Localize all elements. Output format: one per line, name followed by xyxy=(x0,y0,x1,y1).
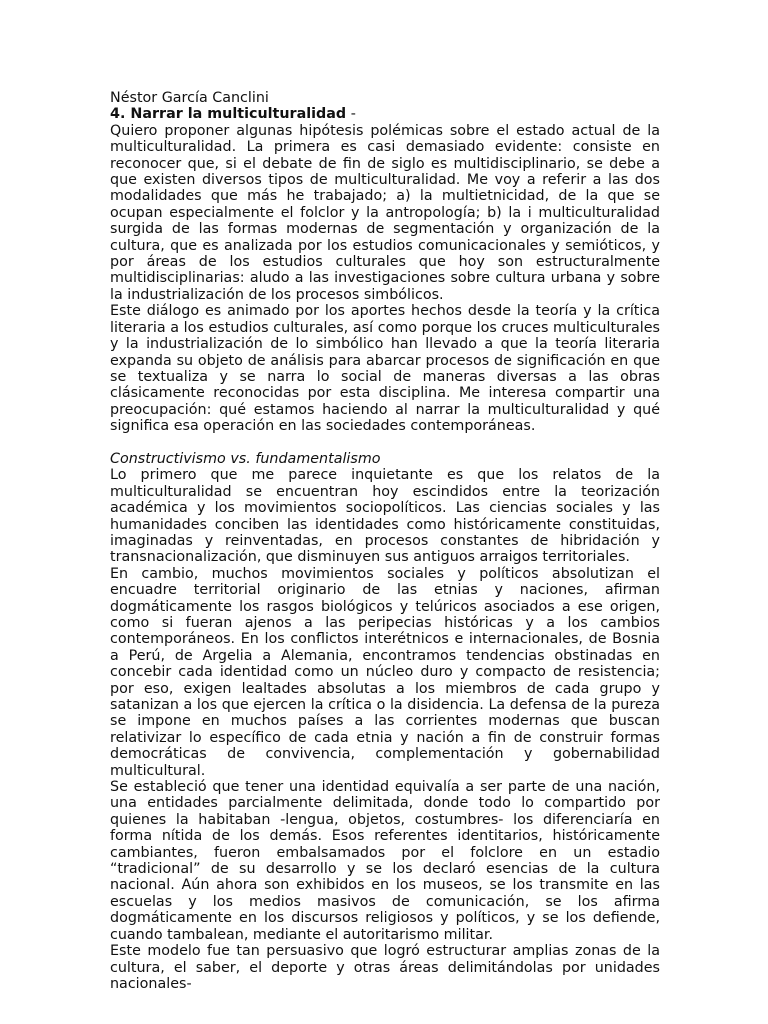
section-heading: Constructivismo vs. fundamentalismo xyxy=(110,450,381,467)
document-page xyxy=(110,90,660,992)
paragraph: Este modelo fue tan persuasivo que logró estructurar amplias zonas de la cultura, el saber, el deporte y otras áreas delimitándolas por unidades nacionales- xyxy=(110,943,660,992)
paragraph: Se estableció que tener una identidad equivalía a ser parte de una nación, una entidades parcialmente delimitada, donde todo lo compartido por quienes la habitaban -lengua, objetos, costumbres- los diferenciaría en forma nítida de los demás. Esos referentes identitarios, históricamente cambiantes, fueron embalsamados por el folclore en un estadio “tradicional” de su desarrollo y se los declaró esencias de la cultura nacional. Aún ahora son exhibidos en los museos, se los transmite en las escuelas y los medios masivos de comunicación, se los afirma dogmáticamente en los discursos religiosos y políticos, y se los defiende, cuando tambalean, mediante el autoritarismo militar. xyxy=(110,779,660,943)
paragraph: En cambio, muchos movimientos sociales y políticos absolutizan el encuadre territorial originario de las etnias y naciones, afirman dogmáticamente los rasgos biológicos y telúricos asociados a ese origen, como si fueran ajenos a las peripecias históricas y a los cambios contemporáneos. En los conflictos interétnicos e internacionales, de Bosnia a Perú, de Argelia a Alemania, encontramos tendencias obstinadas en concebir cada identidad como un núcleo duro y compacto de resistencia; por eso, exigen lealtades absolutas a los miembros de cada grupo y satanizan a los que ejercen la crítica o la disidencia. La defensa de la pureza se impone en muchos países a las corrientes modernas que buscan relativizar lo específico de cada etnia y nación a fin de construir formas democráticas de convivencia, complementación y gobernabilidad multicultural. xyxy=(110,565,660,779)
chapter-title-dash: - xyxy=(346,106,356,123)
paragraph: Este diálogo es animado por los aportes hechos desde la teoría y la crítica literaria a los estudios culturales, así como porque los cruces multiculturales y la industrialización de lo simbólico han llevado a que la teoría literaria expanda su objeto de análisis para abarcar procesos de significación en que se textualiza y se narra lo social de maneras diversas a las obras clásicamente reconocidas por esta disciplina. Me interesa compartir una preocupación: qué estamos haciendo al narrar la multiculturalidad y qué significa esa operación en las sociedades contemporáneas. xyxy=(110,303,660,435)
author-name: Néstor García Canclini xyxy=(110,90,269,106)
paragraph: Lo primero que me parece inquietante es que los relatos de la multiculturalidad se encuentran hoy escindidos entre la teorización académica y los movimientos sociopolíticos. Las ciencias sociales y las humanidades conciben las identidades como históricamente constituidas, imaginadas y reinventadas, en procesos constantes de hibridación y transnacionalización, que disminuyen sus antiguos arraigos territoriales. xyxy=(110,467,660,566)
chapter-title xyxy=(110,106,660,122)
chapter-title-text: 4. Narrar la multiculturalidad xyxy=(110,106,347,123)
blank-line xyxy=(110,435,660,451)
paragraph: Quiero proponer algunas hipótesis polémicas sobre el estado actual de la multiculturalidad. La primera es casi demasiado evidente: consiste en reconocer que, si el debate de fin de siglo es multidisciplinario, se debe a que existen diversos tipos de multiculturalidad. Me voy a referir a las dos modalidades que más he trabajado; a) la multietnicidad, de la que se ocupan especialmente el folclor y la antropología; b) la i multiculturalidad surgida de las formas modernas de segmentación y organización de la cultura, que es analizada por los estudios comunicacionales y semióticos, y por áreas de los estudios culturales que hoy son estructuralmente multidisciplinarias: aludo a las investigaciones sobre cultura urbana y sobre la industrialización de los procesos simbólicos. xyxy=(110,122,660,303)
